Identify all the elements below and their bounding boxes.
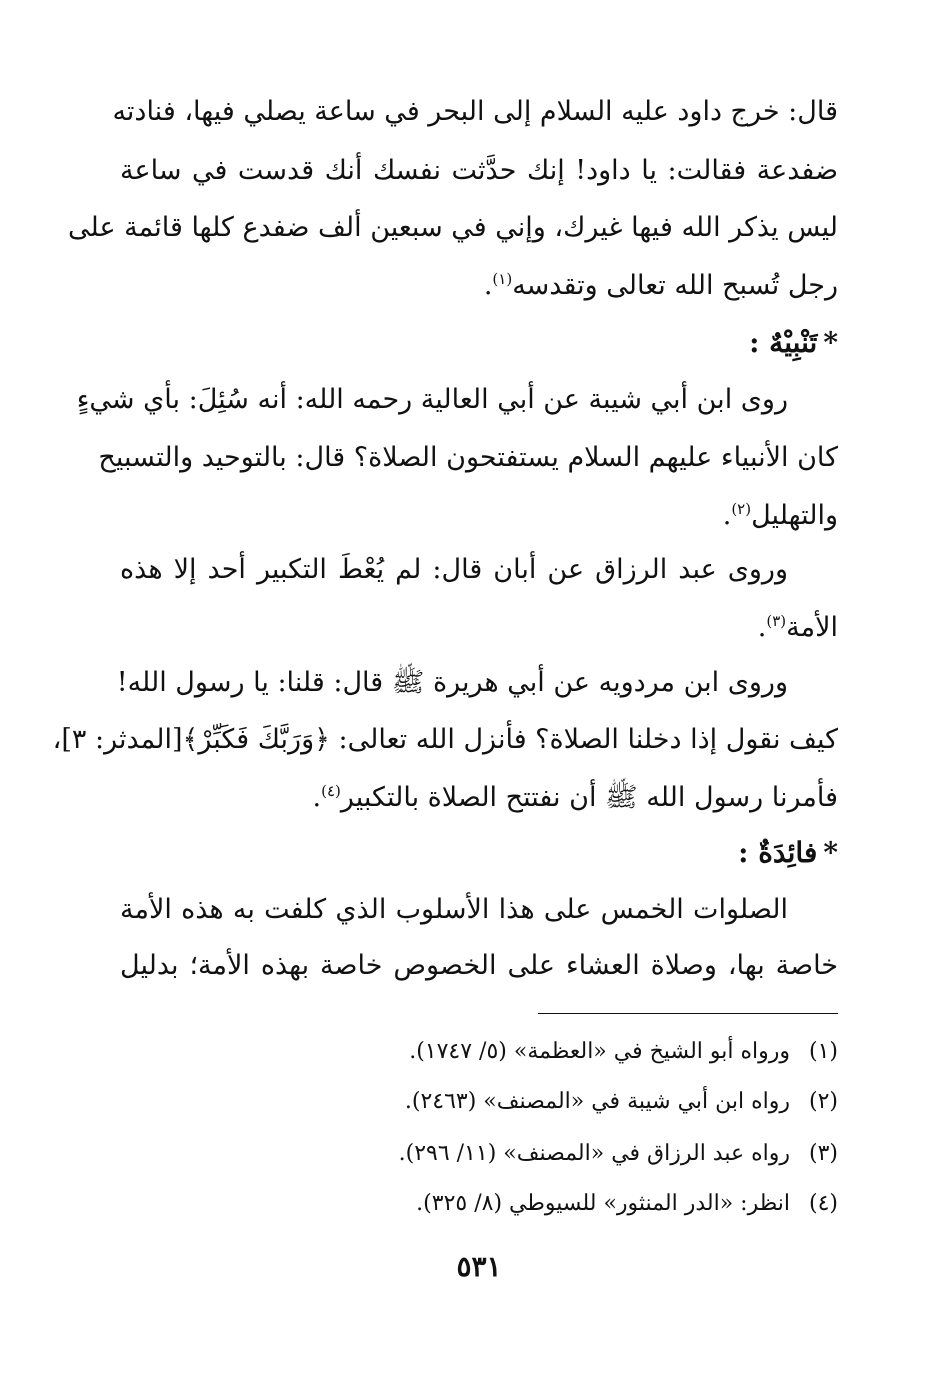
footnote-ref: (٣) — [766, 612, 787, 630]
paragraph-line: كيف نقول إذا دخلنا الصلاة؟ فأنزل الله تعالى: ﴿وَرَبَّكَ فَكَبِّرْ﴾[المدثر: ٣]، — [52, 724, 838, 755]
footnote — [416, 1188, 838, 1220]
footnote-text: انظر: «الدر المنثور» للسيوطي (٨/ ٣٢٥). — [416, 1191, 790, 1216]
footnote-number: (١) — [808, 1039, 838, 1064]
book-page — [52, 78, 838, 1338]
footnote-ref: (٢) — [731, 500, 752, 518]
footnote-divider — [538, 1013, 838, 1014]
line-end: . — [722, 500, 732, 531]
paragraph-line: وروى عبد الرزاق عن أبان قال: لم يُعْطَ التكبير أحد إلا هذه — [120, 554, 788, 585]
line-text: والتهليل — [751, 500, 838, 531]
footnote-ref: (١) — [492, 270, 513, 288]
heading-text: تَنْبِيْهٌ : — [749, 326, 818, 359]
line-text: فأمرنا رسول الله ﷺ أن نفتتح الصلاة بالتكبير — [340, 782, 838, 813]
paragraph-line — [120, 496, 838, 536]
paragraph-line: قال: خرج داود عليه السلام إلى البحر في ساعة يصلي فيها، فنادته — [112, 96, 838, 127]
line-end: . — [312, 782, 322, 813]
line-text: رجل تُسبح الله تعالى وتقدسه — [512, 270, 838, 301]
asterisk-icon: * — [823, 836, 838, 869]
section-heading-tanbih — [749, 326, 838, 359]
paragraph-line: وروى ابن مردويه عن أبي هريرة ﷺ قال: قلنا: يا رسول الله! — [116, 667, 788, 698]
line-end: . — [483, 270, 493, 301]
section-heading-faida — [738, 836, 838, 869]
paragraph-line: كان الأنبياء عليهم السلام يستفتحون الصلاة؟ قال: بالتوحيد والتسبيح — [98, 442, 838, 473]
asterisk-icon: * — [823, 326, 838, 359]
paragraph-line — [120, 266, 838, 306]
heading-text: فائِدَةٌ : — [738, 836, 818, 869]
footnote — [405, 1086, 838, 1118]
footnote — [399, 1138, 838, 1170]
paragraph-line: ضفدعة فقالت: يا داود! إنك حدَّثت نفسك أنك قدست في ساعة — [120, 155, 838, 186]
paragraph-line: روى ابن أبي شيبة عن أبي العالية رحمه الله: أنه سُئِلَ: بأي شيءٍ — [76, 384, 788, 415]
paragraph-line: خاصة بها، وصلاة العشاء على الخصوص خاصة بهذه الأمة؛ بدليل — [120, 950, 838, 981]
footnote-text: رواه ابن أبي شيبة في «المصنف» (٢٤٦٣). — [404, 1089, 790, 1114]
line-text: الأمة — [786, 612, 838, 643]
paragraph-line — [120, 778, 838, 818]
footnote-ref: (٤) — [321, 782, 341, 800]
footnote-text: رواه عبد الرزاق في «المصنف» (١١/ ٢٩٦). — [398, 1141, 790, 1166]
page-number: ٥٣١ — [456, 1250, 502, 1283]
footnote-number: (٤) — [808, 1191, 838, 1216]
footnote-number: (٣) — [808, 1141, 838, 1166]
footnote-text: ورواه أبو الشيخ في «العظمة» (٥/ ١٧٤٧). — [409, 1039, 790, 1064]
footnote — [409, 1036, 838, 1068]
paragraph-line — [120, 608, 838, 648]
line-end: . — [757, 612, 767, 643]
paragraph-line: الصلوات الخمس على هذا الأسلوب الذي كلفت به هذه الأمة — [120, 894, 788, 925]
paragraph-line: ليس يذكر الله فيها غيرك، وإني في سبعين ألف ضفدع كلها قائمة على — [68, 212, 838, 243]
footnote-number: (٢) — [808, 1089, 838, 1114]
